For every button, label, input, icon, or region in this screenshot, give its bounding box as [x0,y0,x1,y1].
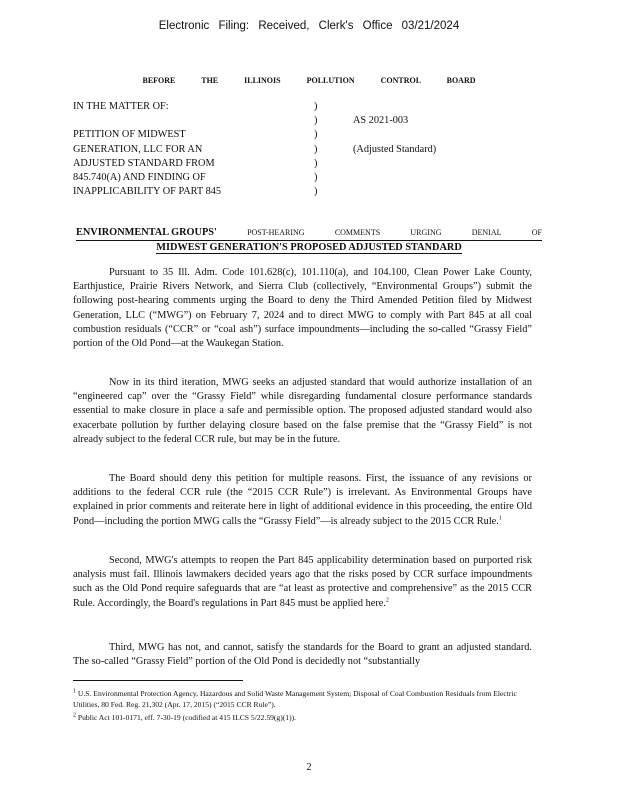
paragraph-2 [73,376,532,447]
case-number: AS 2021-003 [353,115,409,127]
footnote-2 [73,712,532,723]
footnote-divider [73,680,243,681]
paragraph-4 [73,554,532,611]
caption-line: 845.740(A) AND FINDING OF [73,172,206,184]
paragraph-1 [73,266,532,351]
footnote-mark: 1 [73,688,76,695]
paren: ) [314,101,318,112]
paren: ) [314,115,318,127]
title-word: DENIAL [471,228,502,237]
paragraph-text: The Board should deny this petition for multiple reasons. First, the issuance of any revisions or additions to the federal CCR rule (the “2015 CCR Rule”) is irrelevant. As Environmental Groups have explained in prior comments and reiterate here in light of additional evidence in this proceeding, the entire Old Pond—including the portion MWG calls the “Grassy Field”—is already subject to the 2015 CCR Rule. [73,473,532,527]
page-number: 2 [306,762,312,773]
caption-right [353,100,436,157]
footnote-1 [73,688,532,710]
paragraph-text: Pursuant to 35 Ill. Adm. Code 101.628(c), 101.110(a), and 104.100, Clean Power Lake County, Earthjustice, Prairie Rivers Network, and Sierra Club (collectively, “Environmental Groups”) submit the following post-hearing comments urging the Board to deny the Third Amended Petition filed by Midwest Generation, LLC (“MWG”) on February 7, 2024 and to direct MWG to comply with Part 845 at all coal combustion residuals (“CCR” or “coal ash”) surface impoundments—including the so-called “Grassy Field” portion of the Old Pond—at the Waukegan Station. [73,267,532,350]
title-word: URGING [410,228,442,237]
caption-left [73,100,221,199]
footnote-ref: 1 [498,515,502,522]
paragraph-5 [73,641,532,669]
paren: ) [314,157,318,169]
paragraph-text: Second, MWG's attempts to reopen the Part 845 applicability determination based on purported risk analysis must fail. Illinois lawmakers decided years ago that the risks posed by CCR surface impoundments such as the Old Pond require safeguards that are “at least as protective and comprehensive” as the 2015 CCR Rule. Accordingly, the Board's regulations in Part 845 must be applied here. [73,555,532,609]
document-title [76,226,542,254]
title-line-2-text: MIDWEST GENERATION'S PROPOSED ADJUSTED STANDARD [156,242,462,253]
paragraph-text: Now in its third iteration, MWG seeks an adjusted standard that would authorize installation of an “engineered cap” over the “Grassy Field” while disregarding fundamental closure performance standards essential to make closure in place a safe and permissible option. The proposed adjusted standard would also exacerbate pollution by further delaying closure based on the false premise that the “Grassy Field” is not already subject to the federal CCR rule, but may be in the future. [73,377,532,445]
paren: ) [314,129,318,141]
title-word: OF [531,228,542,237]
board-heading: BEFORE THE ILLINOIS POLLUTION CONTROL BOARD [142,76,476,85]
caption-line: ADJUSTED STANDARD FROM [73,157,215,169]
caption-line: GENERATION, LLC FOR AN [73,143,203,155]
caption-parens [314,100,317,199]
caption-line: PETITION OF MIDWEST [73,129,186,141]
footnote-text: U.S. Environmental Protection Agency, Hazardous and Solid Waste Management System; Disposal of Coal Combustion Residuals from Electric Utilities, 80 Fed. Reg. 21,302 (Apr. 17, 2015) (“2015 CCR Rule”). [73,689,517,709]
footnote-mark: 2 [73,712,76,719]
footnote-ref: 2 [385,597,389,604]
paren: ) [314,186,318,198]
paragraph-3 [73,472,532,529]
title-bold: ENVIRONMENTAL GROUPS' [76,227,217,238]
title-word: COMMENTS [334,228,381,237]
caption-line [73,114,221,128]
paragraph-text: Third, MWG has not, and cannot, satisfy the standards for the Board to grant an adjusted standard. The so-called “Grassy Field” portion of the Old Pond is decidedly not “substantially [73,642,532,668]
title-word: POST-HEARING [247,228,305,237]
title-line-2 [76,241,542,254]
caption-line: INAPPLICABILITY OF PART 845 [73,186,222,198]
paren: ) [314,172,318,184]
title-line-1 [76,226,542,241]
footnote-text: Public Act 101-0171, eff. 7-30-19 (codified at 415 ILCS 5/22.59(g)(1)). [77,713,297,722]
paren: ) [314,143,318,155]
filing-header: Electronic Filing: Received, Clerk's Office 03/21/2024 [158,20,460,32]
caption-line: IN THE MATTER OF: [73,101,169,112]
case-type: (Adjusted Standard) [353,143,437,155]
